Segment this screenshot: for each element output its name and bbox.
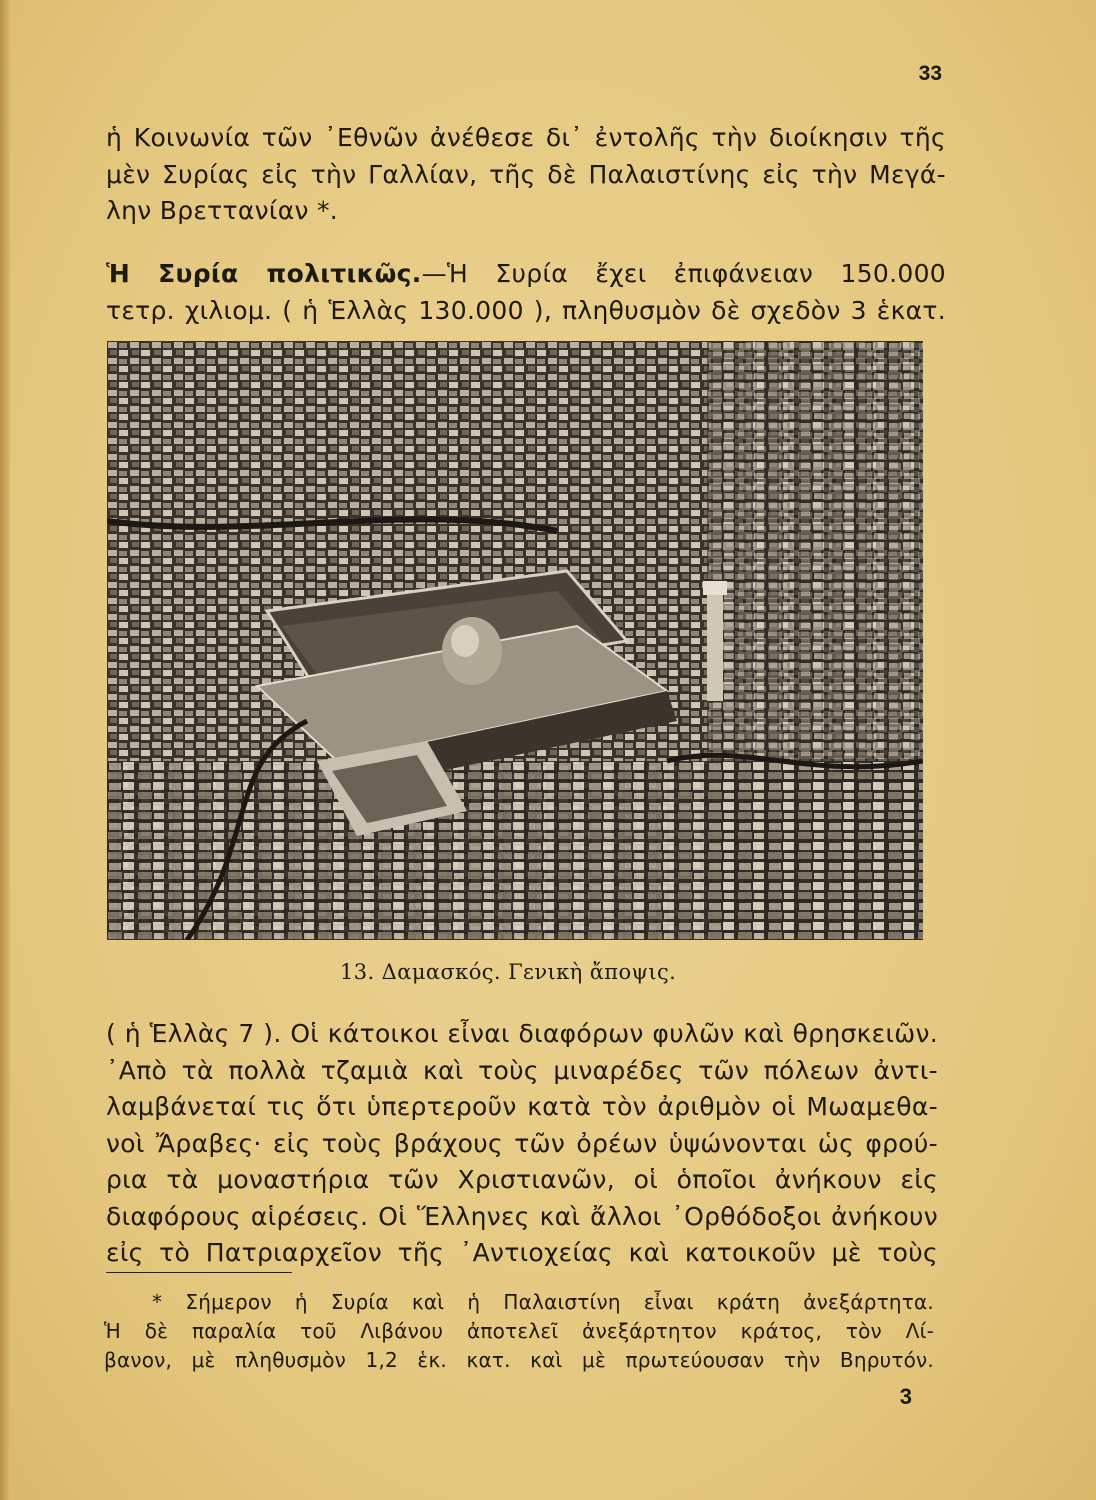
paragraph-syria-politics	[106, 256, 946, 329]
text-line: ( ἡ Ἑλλὰς 7 ). Οἱ κάτοικοι εἶναι διαφόρων φυλῶν καὶ θρησκειῶν.	[106, 1019, 938, 1048]
signature-mark: 3	[899, 1384, 912, 1409]
footnote-line: Ἡ δὲ παραλία τοῦ Λιβάνου ἀποτελεῖ ἀνεξάρτητον κράτος, τὸν Λί-	[104, 1319, 934, 1343]
paragraph-3	[106, 1016, 938, 1272]
text-line: ρια τὰ μοναστήρια τῶν Χριστιανῶν, οἱ ὁποῖοι ἀνήκουν εἰς	[106, 1165, 938, 1194]
damascus-aerial-photo	[107, 341, 923, 940]
footnote	[104, 1288, 934, 1375]
text-line: μὲν Συρίας εἰς τὴν Γαλλίαν, τῆς δὲ Παλαιστίνης εἰς τὴν Μεγά-	[106, 159, 946, 189]
text-line: ᾿Απὸ τὰ πολλὰ τζαμιὰ καὶ τοὺς μιναρέδες τῶν πόλεων ἀντι-	[106, 1055, 938, 1085]
text-line: ἡ Κοινωνία τῶν ᾿Εθνῶν ἀνέθεσε δι᾿ ἐντολῆς τὴν διοίκησιν τῆς	[106, 123, 946, 152]
page-spine-shadow	[0, 0, 10, 1500]
paragraph-1	[106, 120, 946, 230]
text-line: λην Βρεττανίαν *.	[106, 196, 339, 225]
footnote-separator	[106, 1272, 292, 1273]
text-line: νοὶ Ἄραβες· εἰς τοὺς βράχους τῶν ὀρέων ὑψώνονται ὡς φρού-	[106, 1128, 938, 1158]
figure-caption: 13. Δαμασκός. Γενικὴ ἄποψις.	[340, 960, 677, 984]
text-line: λαμβάνεταί τις ὅτι ὑπερτεροῦν κατὰ τὸν ἀριθμὸν οἱ Μωαμεθα-	[106, 1092, 938, 1121]
photo-illustration	[107, 341, 923, 940]
page-number: 33	[918, 62, 942, 85]
text-line: εἰς τὸ Πατριαρχεῖον τῆς ᾿Αντιοχείας καὶ κατοικοῦν μὲ τοὺς	[106, 1238, 938, 1267]
text-line	[106, 256, 946, 293]
footnote-line: βανον, μὲ πληθυσμὸν 1,2 ἑκ. κατ. καὶ μὲ πρωτεύουσαν τὴν Βηρυτόν.	[104, 1348, 934, 1372]
text-line: τετρ. χιλιομ. ( ἡ Ἑλλὰς 130.000 ), πληθυσμὸν δὲ σχεδὸν 3 ἑκατ.	[106, 295, 946, 325]
section-heading: Ἡ Συρία πολιτικῶς.	[106, 259, 422, 288]
text-line: διαφόρους αἱρέσεις. Οἱ Ἕλληνες καὶ ἄλλοι ᾿Ορθόδοξοι ἀνήκουν	[106, 1201, 938, 1231]
heading-line-rest: —Ἡ Συρία ἔχει ἐπιφάνειαν 150.000	[421, 259, 947, 288]
footnote-line: * Σήμερον ἡ Συρία καὶ ἡ Παλαιστίνη εἶναι κράτη ἀνεξάρτητα.	[152, 1290, 934, 1314]
